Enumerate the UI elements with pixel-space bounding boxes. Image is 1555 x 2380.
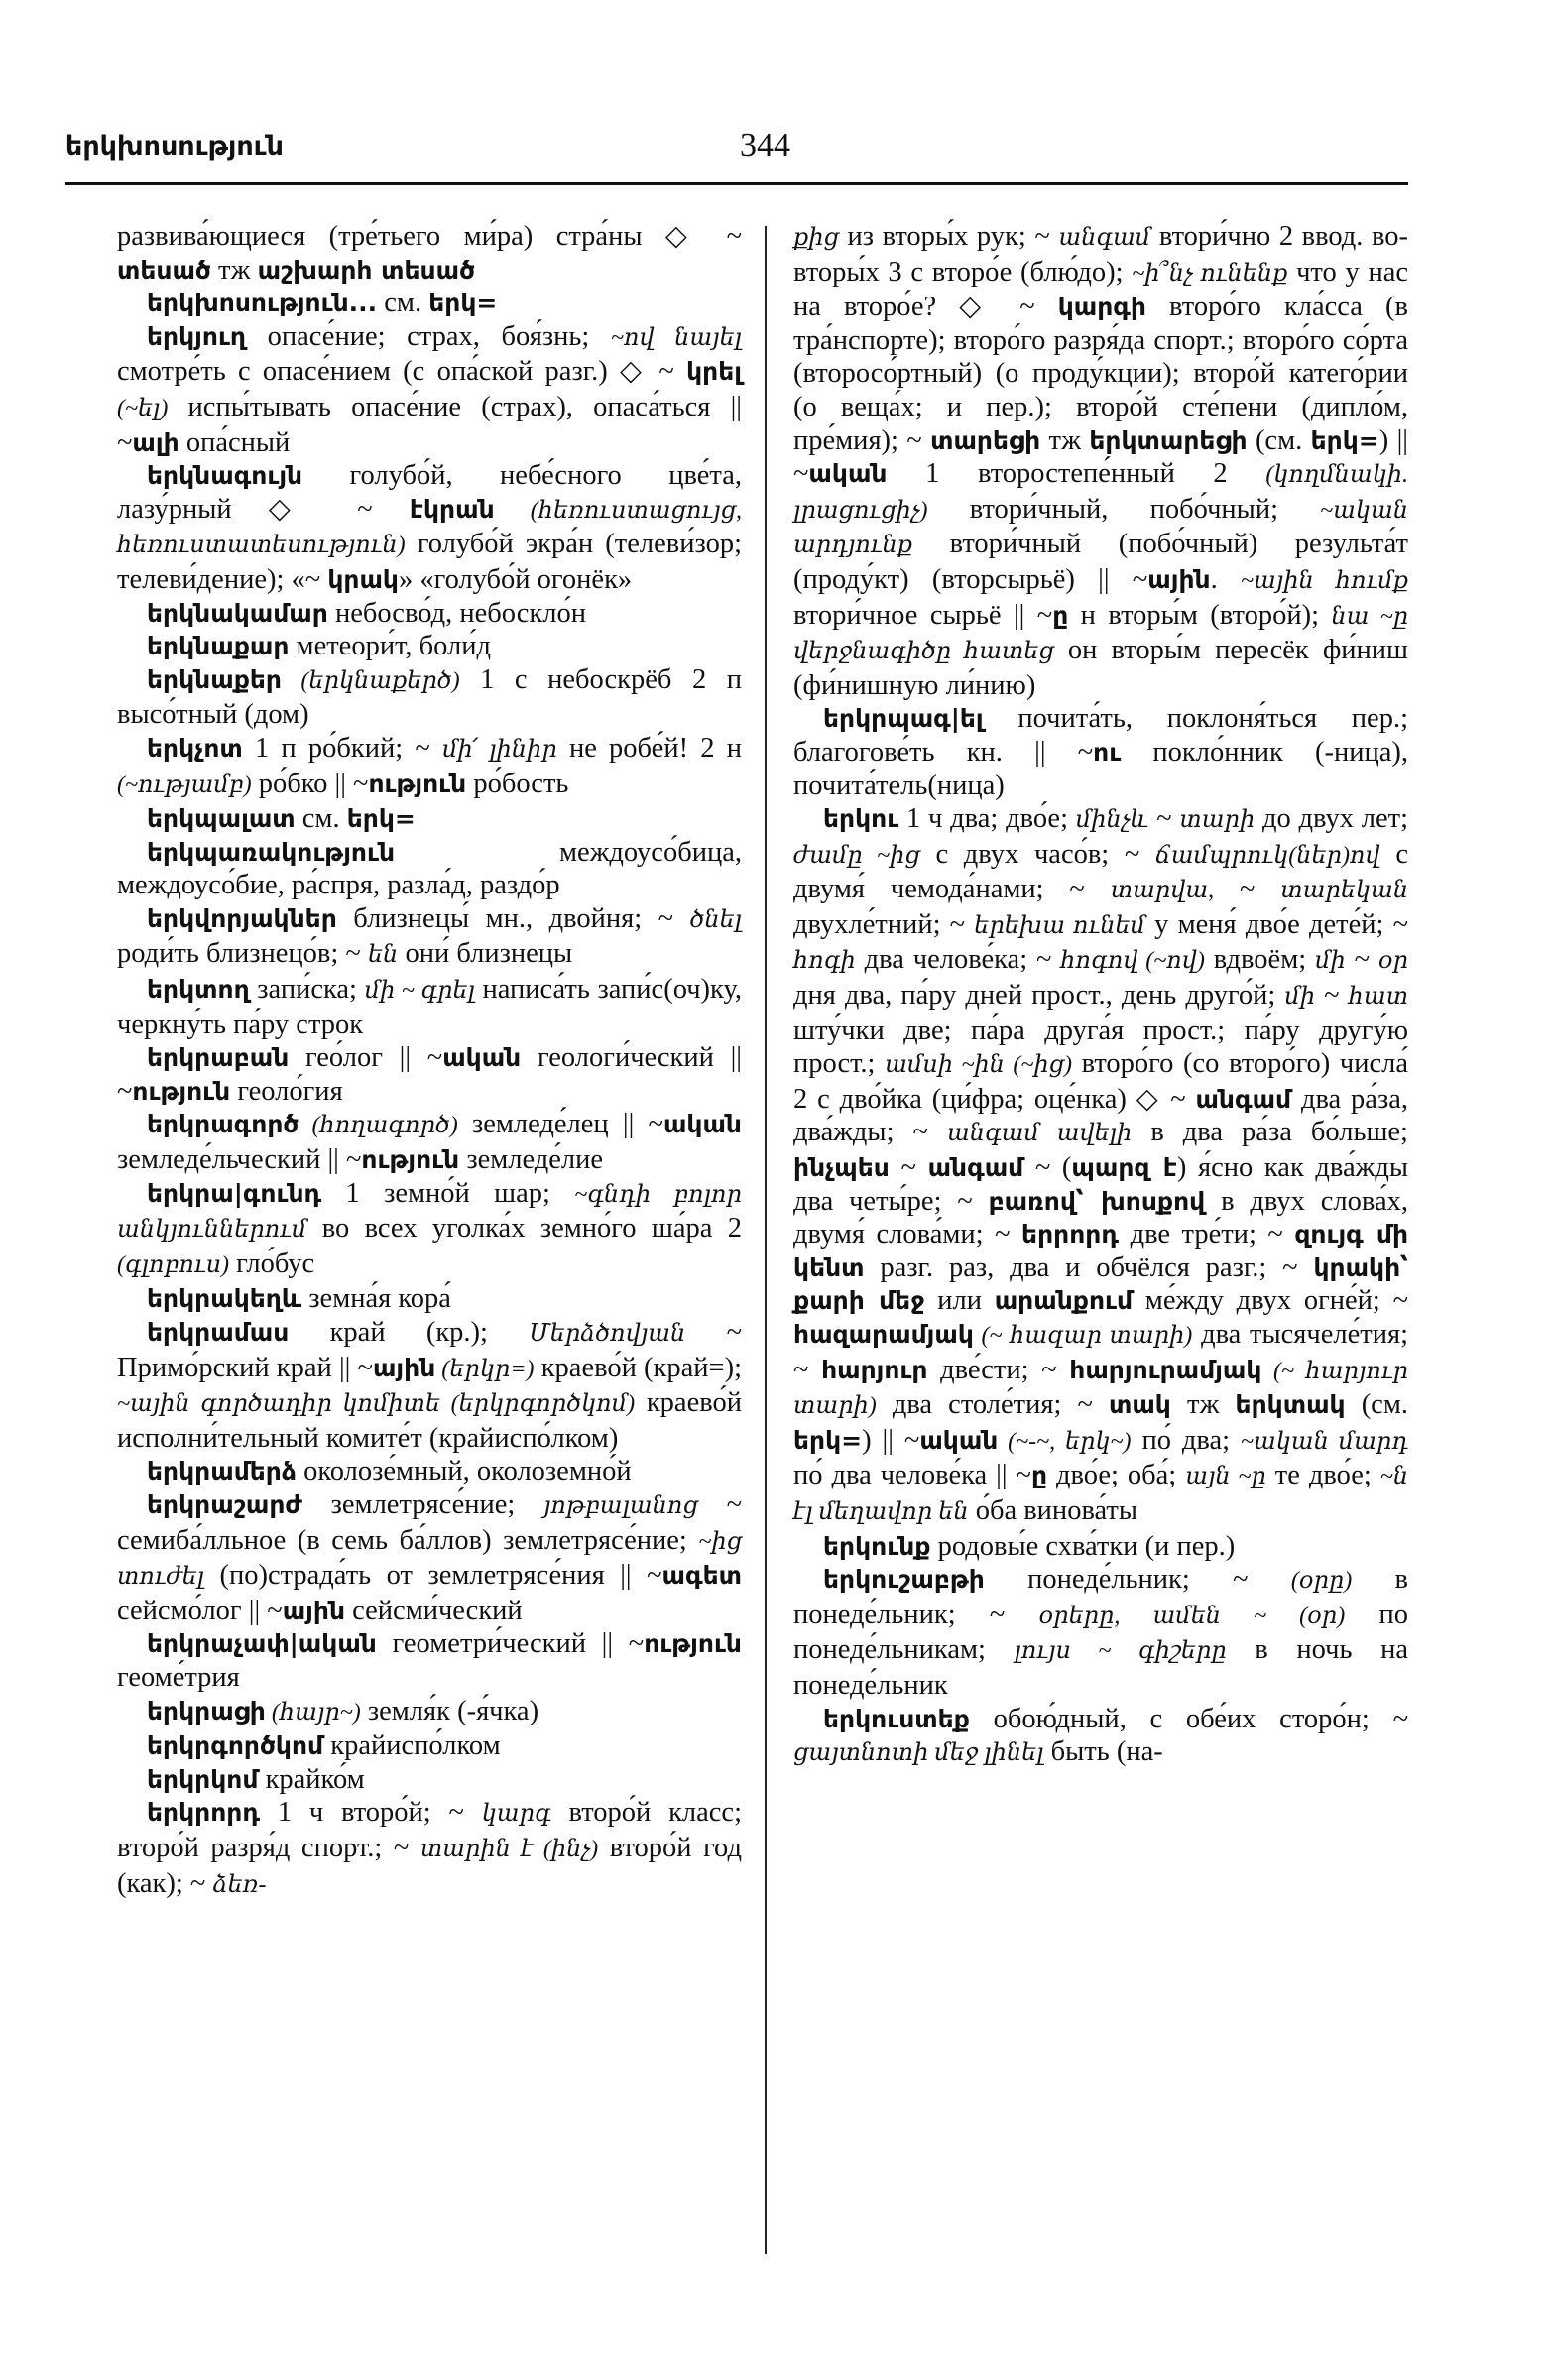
dictionary-entry [117,1108,742,1176]
armenian-bold: ը [1052,600,1069,630]
headword: երկչոտ [147,733,243,763]
translation-text: второ́го (со второ́го) числа́ 2 с дво́йка (ци́фра; оце́нка) ◇ ~ [793,1048,1408,1115]
column-divider [765,226,767,2254]
headword: երկրաչափ|ական [147,1629,377,1659]
dictionary-entry [117,663,742,732]
dictionary-entry [117,973,742,1041]
translation-text: о́ба винова́ты [968,1494,1138,1526]
armenian-bold: ություն [361,1145,460,1175]
armenian-italic: (~-~, երկ~) [998,1428,1132,1455]
translation-text: (по)страда́ть от землетрясе́ния || ~ [203,1560,662,1592]
translation-text: второ́й класс; второ́й разря́д спорт.; ~ [117,1797,743,1863]
headword: երկրգործկոմ [147,1731,324,1761]
armenian-italic: ծնել [689,906,742,933]
translation-text: во всех уголка́х земно́го ша́ра 2 [306,1213,742,1245]
translation-text: междоусо́бица, междоусо́бие, ра́спря, разла́д, раздо́р [117,836,742,901]
armenian-bold: անգամ [1195,1084,1292,1114]
translation-text: землетрясе́ние; [301,1488,544,1520]
dictionary-entry [117,1695,742,1730]
translation-text: ) я́сно как два́жды два четы́ре; ~ [793,1152,1408,1217]
armenian-italic: օր [1377,948,1408,975]
armenian-italic: (հողագործ) [299,1113,458,1139]
headword: երկու [823,804,899,834]
armenian-italic: հատ [1348,984,1409,1011]
translation-text: ~ [889,1152,928,1184]
dictionary-entry [117,1763,742,1797]
armenian-bold: հարյուր [821,1355,928,1384]
translation-text: тж [1170,1389,1236,1421]
dictionary-entry [793,1530,1408,1564]
armenian-italic: (~ել) [117,395,169,421]
translation-text: быть (на- [1043,1736,1163,1768]
translation-text: земна́я кора́ [301,1283,451,1315]
headword: երկնաքեր [147,664,282,694]
translation-text: край (кр.); [289,1317,530,1348]
translation-text: 1 ч второ́й; ~ [260,1797,482,1829]
armenian-italic: ~գնդի բոլոր անկյուններում [117,1181,743,1244]
translation-text: небосво́д, небоскло́н [327,597,586,629]
translation-text: почита́ть, поклоня́ться пер.; благогове́ть кн. || ~ [793,703,1408,768]
armenian-italic: ~ից տուժել [117,1528,742,1591]
translation-text: родовы́е схва́тки (и пер.) [930,1530,1236,1562]
translation-text: запи́ска; [249,974,365,1006]
translation-text: тж [210,254,258,286]
dictionary-entry [117,1488,742,1627]
headword: երկրպագ|ել [823,704,984,734]
dictionary-entry [793,702,1408,802]
translation-text: краево́й исполни́тельный комите́т (крайиспо́лком) [117,1387,742,1454]
translation-text: геометри́ческий || ~ [376,1628,645,1660]
armenian-bold: ական [442,1043,522,1073]
armenian-bold: ային [372,1353,436,1382]
translation-text: ~ [1315,980,1349,1012]
dictionary-entry [117,902,742,973]
armenian-bold: երկ= [1310,425,1379,455]
translation-text: в понеде́льник; ~ [793,1564,1408,1630]
armenian-italic: (~ հարյուր տարի) [793,1358,1409,1420]
translation-text: разг. раз, два и обчёлся разг.; ~ [864,1251,1314,1283]
translation-text: он вторы́м пересёк фи́ниш (фи́нишную ли́нию) [793,635,1408,701]
armenian-bold: ագետ [661,1561,742,1591]
translation-text: крайко́м [258,1763,365,1795]
translation-text: геоло́гия [230,1075,343,1107]
armenian-italic: ~ի՞նչ ունենք [1132,260,1288,287]
headword: երկնակամար [147,598,328,628]
translation-text: в два ра́за бо́льше; [1132,1117,1408,1148]
translation-text: написа́ть запи́с(оч)ку, черкну́ть па́ру строк [117,974,742,1040]
translation-text: ро́бко || ~ [251,768,369,799]
headword: երկվորյակներ [147,903,337,933]
armenian-italic: (հեռուստացույց, հեռուստատեսություն) [117,497,742,559]
translation-text: вдвоём; [1204,944,1316,976]
armenian-bold: ություն [368,769,467,798]
translation-text: крайиспо́лком [323,1730,501,1762]
translation-text: втори́чно 2 ввод. во-вторы́х 3 с второ́е (блю́до); [793,221,1408,288]
translation-text: втори́чный, побо́чный; [927,493,1321,525]
translation-text: земледе́льческий || ~ [117,1144,362,1176]
translation-text: геоме́трия [117,1661,240,1693]
translation-text: тж [1040,424,1090,456]
armenian-italic: (երկնաքերծ) [282,667,460,694]
translation-text: они́ близнецы [398,938,573,970]
translation-text: две тре́ти; ~ [1119,1219,1295,1250]
translation-text: н вторы́м (второ́й); [1068,599,1332,631]
translation-text: покло́нник (-ница), почита́тель(ница) [793,736,1408,801]
headword: երկրամաս [147,1318,290,1347]
armenian-bold: տեսած [117,255,211,285]
translation-text: гео́лог || ~ [289,1042,443,1074]
armenian-bold: երրորդ [1021,1220,1120,1250]
headword: երկրա|գունդ [147,1178,322,1208]
armenian-bold: երկ= [793,1425,863,1455]
translation-text: две́сти; ~ [927,1354,1070,1385]
dictionary-entry [117,630,742,663]
armenian-italic: են [367,942,399,969]
translation-text: ~ [1148,803,1180,835]
armenian-italic: (~ հազար տարի) [973,1323,1193,1349]
armenian-italic: ճամպրուկ(ներ)ով [1155,842,1380,869]
translation-text: в двух слова́х, двумя́ слова́ми; ~ [793,1185,1408,1250]
translation-text: роди́ть близнецо́в; ~ [117,938,368,970]
translation-text: геологи́ческий || ~ [117,1042,742,1107]
dictionary-entry [117,1796,742,1902]
translation-text: . [1210,563,1242,595]
translation-text: испы́тывать опасе́ние (страх), опаса́ться || ~ [117,391,742,458]
left-column [117,220,742,1902]
translation-text: краево́й (край=); [534,1352,743,1383]
headword: երկպալատ [147,804,296,834]
armenian-bold: երկ= [428,289,498,318]
translation-text: ) || ~ [862,1424,920,1456]
translation-text: смотре́ть с опасе́нием (с опа́ской разг.) ◇ ~ [117,356,687,388]
armenian-italic: ժամը ~ից [793,842,920,869]
translation-text: второ́го кла́сса (в тра́нспорте); второ́го разря́да спорт.; второ́го со́рта (второсо́ртный) (о проду́кции); второ́й катего́рии (о веща́х; и пер.); второ́й сте́пени (дипло́м, пре́мия); ~ [793,292,1408,456]
armenian-italic: քից [793,225,839,251]
entry-continuation [793,220,1408,702]
headword: երկպառակություն [147,837,396,867]
armenian-italic: լույս ~ գիշերը [1014,1638,1227,1665]
dictionary-entry [117,1282,742,1316]
armenian-bold: ալի [132,427,179,457]
translation-text: ро́бость [466,768,569,799]
translation-text: два тысячеле́тия; ~ [793,1319,1409,1385]
translation-text: голубо́й, небе́сного цве́та, лазу́рный ◇ ~ [117,460,742,525]
armenian-italic: կարգ [481,1801,551,1828]
translation-text: земледе́лие [459,1144,604,1176]
headword: երկրորդ [147,1798,261,1828]
entry-continuation [117,220,742,287]
headword: երկունք [823,1531,931,1561]
headword: երկրկոմ [147,1764,259,1794]
translation-text: см. [377,288,429,319]
armenian-italic: նա ~ը վերջնագիծը հատեց [793,603,1408,665]
headword: երկյուղ [147,321,246,351]
armenian-bold: երկ= [346,804,416,834]
translation-text: втори́чное сырьё || ~ [793,599,1053,631]
armenian-bold: ություն [644,1629,742,1659]
armenian-italic: (օրը) [1290,1568,1353,1595]
translation-text: два ра́за, два́жды; ~ [793,1083,1408,1148]
translation-text: 1 земно́й шар; [321,1177,575,1209]
translation-text: шту́чки две; па́ра друга́я прост.; па́ру другу́ю прост.; [793,1014,1408,1080]
translation-text: голубо́й экра́н (телеви́зор; телеви́дение); «~ [117,529,742,595]
translation-text: не робе́й! 2 н [556,732,742,764]
translation-text: что у нас на второ́е? ◇ ~ [793,256,1408,323]
headword: երկտող [147,975,250,1005]
armenian-italic: տարվա, [1110,878,1215,904]
translation-text: до двух лет; [1255,803,1409,835]
translation-text: по́ два челове́ка || ~ [793,1460,1031,1491]
armenian-italic: երեխա ունեմ [974,912,1145,939]
dictionary-entry [117,732,742,802]
translation-text: ме́жду двух огне́й; ~ [1133,1285,1408,1317]
translation-text: втори́чный (побо́чный) результа́т (проду́кт) (вторсырьё) || ~ [793,529,1408,595]
armenian-bold: կարգի [1057,293,1146,322]
translation-text: два челове́ка; ~ [855,944,1061,976]
armenian-italic: մի [1315,948,1346,975]
dictionary-entry [117,320,742,459]
armenian-bold: երկտակ [1235,1390,1346,1420]
translation-text: см. [295,803,347,835]
translation-text: околозе́мный, околоземно́й [296,1456,632,1488]
translation-text: ~ Примо́рский край || ~ [117,1317,743,1383]
armenian-bold: ական [808,459,888,489]
translation-text: дня два, па́ру дней прост., день друго́й; [793,980,1285,1012]
headword: երկրաշարժ [147,1489,302,1519]
dictionary-entry [793,1703,1408,1771]
translation-text: с двумя́ чемода́нами; ~ [793,838,1409,905]
armenian-bold: ը [1030,1461,1048,1490]
headword: երկխոսություն... [147,289,378,318]
dictionary-entry [117,1627,742,1694]
armenian-italic: (~ությամբ) [117,772,252,798]
translation-text: ) || ~ [793,424,1408,490]
translation-text: у меня́ дво́е дете́й; ~ [1145,908,1409,940]
armenian-bold: ական [662,1110,742,1139]
translation-text: близнецы́ мн., двойня; ~ [336,902,690,934]
translation-text: (см. [1247,424,1311,456]
armenian-bold: կրակ [327,564,399,594]
translation-text: земля́к (-я́чка) [360,1695,539,1726]
translation-text: сейсми́ческий [345,1595,523,1626]
translation-text: ~ семиба́лльное (в семь ба́ллов) землетрясе́ние; [117,1488,743,1556]
armenian-italic: հոգի [793,948,856,975]
armenian-italic: Մերձծովյան [529,1321,686,1347]
translation-text: ~ [1345,944,1378,976]
armenian-bold: պարզ է [1071,1153,1177,1183]
translation-text: гло́бус [229,1248,315,1279]
page-header [65,127,1408,185]
armenian-italic: մինչև [1075,807,1149,834]
armenian-italic: (կողմնակի. լրացուցիչ) [793,462,1408,524]
dictionary-entry [117,1455,742,1488]
armenian-italic: ~ով նայել [610,324,742,351]
translation-text: или [924,1285,995,1317]
armenian-bold: բառով՝ խոսքով [988,1186,1206,1216]
armenian-bold: զույգ մի կենտ [793,1220,1409,1282]
armenian-italic: (երկր=) [435,1356,535,1382]
armenian-italic: ~ային գործադիր կոմիտե (երկրգործկոմ) [117,1391,636,1418]
headword: երկուստեք [823,1704,970,1733]
headword: երկնաքար [147,632,290,661]
translation-text: из вторы́х рук; ~ [838,221,1059,252]
armenian-bold: անգամ [927,1153,1024,1183]
page-number: 344 [740,127,790,164]
armenian-italic: մի ~ գրել [364,978,475,1005]
armenian-italic: տարի [1179,807,1256,834]
armenian-italic: այն ~ը [1185,1464,1266,1490]
translation-text: метеори́т, боли́д [289,631,491,662]
armenian-bold: ու [1093,737,1122,767]
headword: երկրացի [147,1696,266,1726]
translation-text: 1 с небоскрёб 2 п высо́тный (дом) [117,663,742,731]
right-column [793,220,1408,1771]
headword: երկրաբան [147,1043,290,1073]
translation-text: » «голубо́й огонёк» [398,563,633,595]
translation-text: земледе́лец || ~ [457,1109,663,1140]
translation-text: 1 ч два; дво́е; [898,803,1076,835]
armenian-italic: տարեկան [1280,878,1408,904]
translation-text: два столе́тия; ~ [876,1389,1109,1421]
armenian-bold: կրել [686,357,742,387]
translation-text: с двух часо́в; ~ [919,838,1156,870]
headword: երկրակեղև [147,1284,302,1314]
translation-text: обою́дный, с обе́их сторо́н; ~ [969,1703,1408,1734]
headword: երկրագործ [147,1110,299,1139]
translation-text: по́ два; [1131,1424,1241,1456]
dictionary-entry [117,287,742,320]
armenian-bold: ություն [132,1076,231,1106]
armenian-italic: յոթբալանոց [543,1492,698,1519]
translation-text: второ́й год (как); ~ [117,1832,742,1899]
headword: երկրամերձ [147,1457,297,1487]
translation-text: 1 п ро́бкий; ~ [242,732,442,764]
armenian-bold: հարյուրամյակ [1069,1355,1262,1384]
dictionary-entry [117,836,742,902]
translation-text: по понеде́льникам; [793,1599,1408,1666]
armenian-bold: ային [1147,564,1211,594]
dictionary-entry [117,1177,742,1283]
armenian-italic: անգամ [1058,225,1151,251]
translation-text: сейсмо́лог || ~ [117,1595,283,1626]
armenian-bold: հազարամյակ [793,1320,974,1349]
armenian-italic: (հայր~) [265,1699,361,1726]
armenian-bold: ինչպես [793,1153,890,1183]
translation-text: 1 второстепе́нный 2 [887,458,1266,490]
translation-text: двухле́тний; ~ [793,908,975,940]
armenian-bold: տարեցի [930,425,1041,455]
armenian-italic: հոգով (~ով) [1060,948,1205,975]
dictionary-entry [793,802,1408,1529]
running-head: երկխոսություն [65,131,284,162]
translation-text: опа́сный [179,426,291,458]
armenian-italic: անգամ ավելի [946,1121,1133,1147]
armenian-italic: ~ական մարդ [1240,1428,1408,1455]
armenian-italic: մի՛ լինիր [441,736,557,763]
translation-text: ~ [1214,874,1281,905]
armenian-italic: ցայտնոտի մեջ լինել [793,1740,1044,1767]
armenian-italic: ~ային հումք [1241,567,1409,594]
armenian-italic: (գլոբուս) [117,1251,230,1278]
dictionary-entry [117,802,742,836]
dictionary-entry [793,1563,1408,1702]
armenian-italic: ~ն էլ մեղավոր են [793,1464,1408,1525]
dictionary-entry [117,1316,742,1455]
headword: երկնագույն [147,461,303,491]
dictionary-entry [117,1041,742,1108]
armenian-bold: էկրան [409,494,495,524]
headword: երկուշաբթի [823,1565,985,1595]
armenian-bold: տակ [1108,1390,1171,1420]
translation-text: понеде́льник; ~ [984,1564,1291,1596]
armenian-bold: ական [919,1425,999,1455]
armenian-bold: աշխարհ տեսած [257,255,476,285]
dictionary-entry [117,459,742,596]
armenian-italic: մի [1284,984,1316,1011]
dictionary-entry [117,1729,742,1763]
armenian-italic: օրերը, ամեն ~ (օր) [1038,1603,1346,1629]
translation-text: (см. [1345,1389,1408,1421]
armenian-bold: ային [282,1596,346,1625]
armenian-bold: երկտարեցի [1089,425,1248,455]
translation-text: те дво́е; [1265,1460,1380,1491]
armenian-italic: տարին է (ինչ) [419,1836,599,1862]
translation-text: в ночь на понеде́льник [793,1634,1408,1701]
armenian-italic: ~ական արդյունք [793,497,1408,559]
armenian-bold: կրակի՝ քարի մեջ [793,1252,1408,1316]
armenian-italic: ամսի ~ին (~ից) [885,1052,1073,1079]
translation-text: дво́е; оба́; [1047,1460,1186,1491]
translation-text: развива́ющиеся (тре́тьего ми́ра) стра́ны ◇ ~ [117,221,742,252]
translation-text: опасе́ние; страх, боя́знь; [246,320,611,352]
armenian-bold: արանքում [994,1286,1134,1316]
translation-text: ~ ( [1023,1152,1072,1184]
dictionary-entry [117,597,742,631]
armenian-italic: ձեռ- [212,1871,267,1898]
